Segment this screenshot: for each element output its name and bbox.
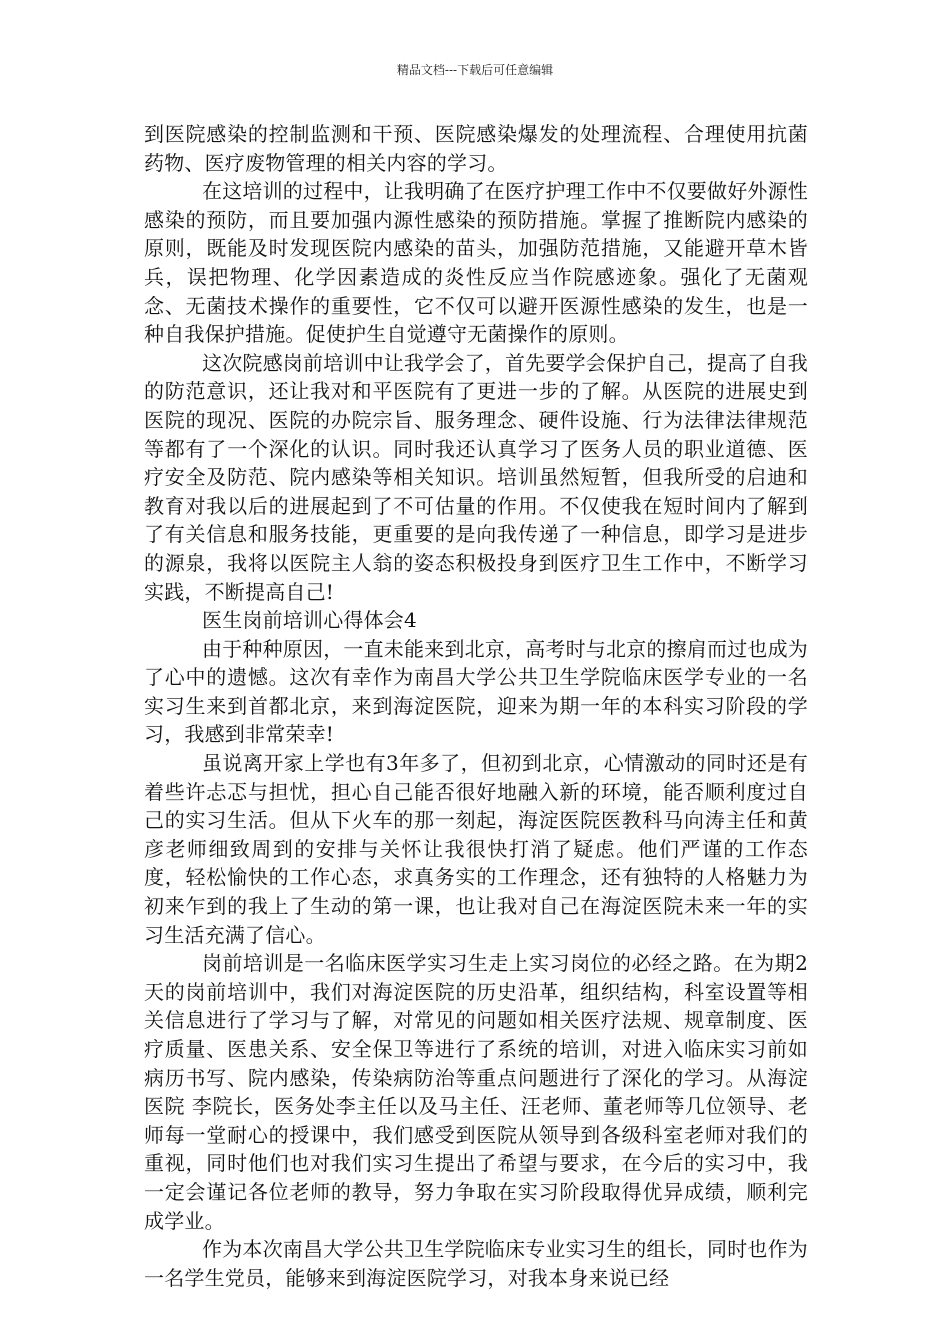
paragraph: 在这培训的过程中，让我明确了在医疗护理工作中不仅要做好外源性感染的预防，而且要加强内源性感染的预防措施。掌握了推断院内感染的原则，既能及时发现医院内感染的苗头，加强防范措施，又能避开草木皆兵，误把物理、化学因素造成的炎性反应当作院感迹象。强化了无菌观念、无菌技术操作的重要性，它不仅可以避开医源性感染的发生，也是一种自我保护措施。促使护生自觉遵守无菌操作的原则。 xyxy=(144,179,808,347)
paragraph: 岗前培训是一名临床医学实习生走上实习岗位的必经之路。在为期2天的岗前培训中，我们对海淀医院的历史沿革，组织结构，科室设置等相关信息进行了学习与了解，对常见的问题如相关医疗法规、规章制度、医疗质量、医患关系、安全保卫等进行了系统的培训，对进入临床实习前如病历书写、院内感染，传染病防治等重点问题进行了深化的学习。从海淀医院 李院长，医务处李主任以及马主任、汪老师、董老师等几位领导、老师每一堂耐心的授课中，我们感受到医院从领导到各级科室老师对我们的重视，同时他们也对我们实习生提出了希望与要求，在今后的实习中，我一定会谨记各位老师的教导，努力争取在实习阶段取得优异成绩，顺利完成学业。 xyxy=(144,951,808,1233)
page-header: 精品文档---下载后可任意编辑 xyxy=(396,63,554,77)
paragraph-continuation: 到医院感染的控制监测和干预、医院感染爆发的处理流程、合理使用抗菌药物、医疗废物管理的相关内容的学习。 xyxy=(144,122,808,175)
section-heading: 医生岗前培训心得体会4 xyxy=(202,608,417,633)
paragraph: 虽说离开家上学也有3年多了，但初到北京，心情激动的同时还是有着些许忐忑与担忧，担心自己能否很好地融入新的环境，能否顺利度过自己的实习生活。但从下火车的那一刻起，海淀医院医教科马向涛主任和黄彦老师细致周到的安排与关怀让我很快打消了疑虑。他们严谨的工作态度，轻松愉快的工作心态，求真务实的工作理念，还有独特的人格魅力为初来乍到的我上了生动的第一课，也让我对自己在海淀医院未来一年的实习生活充满了信心。 xyxy=(144,751,808,947)
paragraph: 作为本次南昌大学公共卫生学院临床专业实习生的组长，同时也作为一名学生党员，能够来到海淀医院学习，对我本身来说已经 xyxy=(144,1237,808,1290)
paragraph: 由于种种原因，一直未能来到北京，高考时与北京的擦肩而过也成为了心中的遗憾。这次有幸作为南昌大学公共卫生学院临床医学专业的一名实习生来到首都北京，来到海淀医院，迎来为期一年的本科实习阶段的学习，我感到非常荣幸! xyxy=(144,636,808,747)
paragraph: 这次院感岗前培训中让我学会了，首先要学会保护自己，提高了自我的防范意识，还让我对和平医院有了更进一步的了解。从医院的进展史到医院的现况、医院的办院宗旨、服务理念、硬件设施、行为法律法律规范等都有了一个深化的认识。同时我还认真学习了医务人员的职业道德、医疗安全及防范、院内感染等相关知识。培训虽然短暂，但我所受的启迪和教育对我以后的进展起到了不可估量的作用。不仅使我在短时间内了解到了有关信息和服务技能，更重要的是向我传递了一种信息，即学习是进步的源泉，我将以医院主人翁的姿态积极投身到医疗卫生工作中，不断学习实践，不断提高自己! xyxy=(144,350,808,604)
document-body xyxy=(144,120,808,1292)
